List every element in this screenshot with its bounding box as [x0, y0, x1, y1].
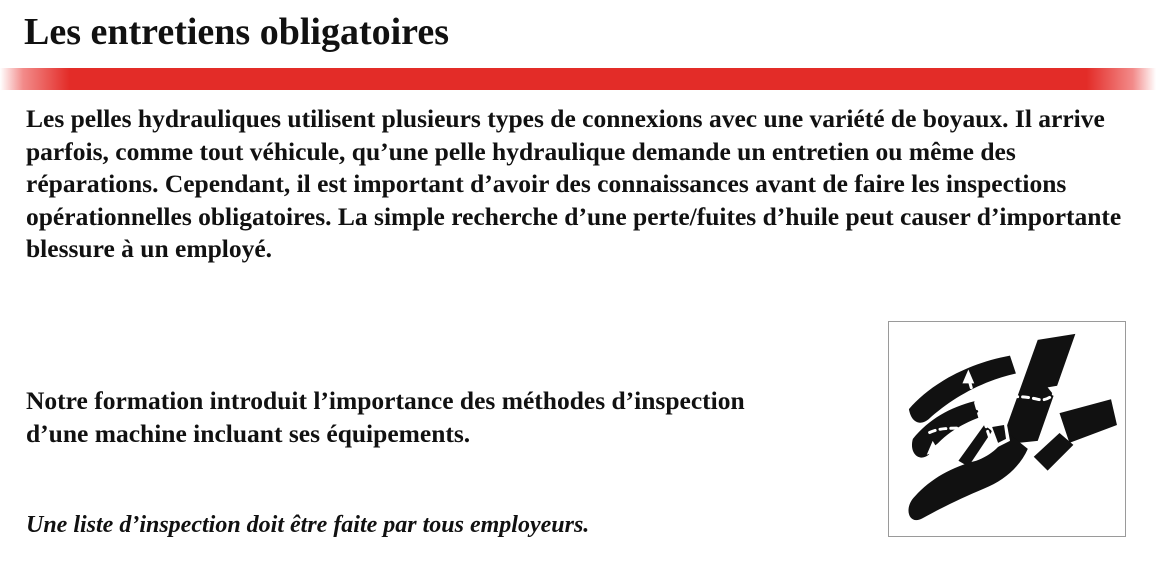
title-underline-bar — [0, 68, 1156, 90]
intro-paragraph: Les pelles hydrauliques utilisent plusieurs types de connexions avec une variété de boyaux. Il arrive parfois, comme tout véhicule, qu’une pelle hydraulique demande un entretien ou même des réparations. Cependant, il est important d’avoir des connaissances avant de faire les inspections opérationnelles obligatoires. La simple recherche d’une perte/fuites d’huile peut causer d’importante blessure à un employé. — [26, 104, 1122, 263]
inspection-note: Une liste d’inspection doit être faite par tous employeurs. — [26, 512, 590, 538]
page-title: Les entretiens obligatoires — [24, 11, 449, 53]
training-paragraph: Notre formation introduit l’importance des méthodes d’inspection d’une machine incluant ses équipements. — [26, 386, 745, 448]
fluid-injection-hand-icon — [889, 322, 1125, 536]
warning-pictogram — [888, 321, 1126, 537]
